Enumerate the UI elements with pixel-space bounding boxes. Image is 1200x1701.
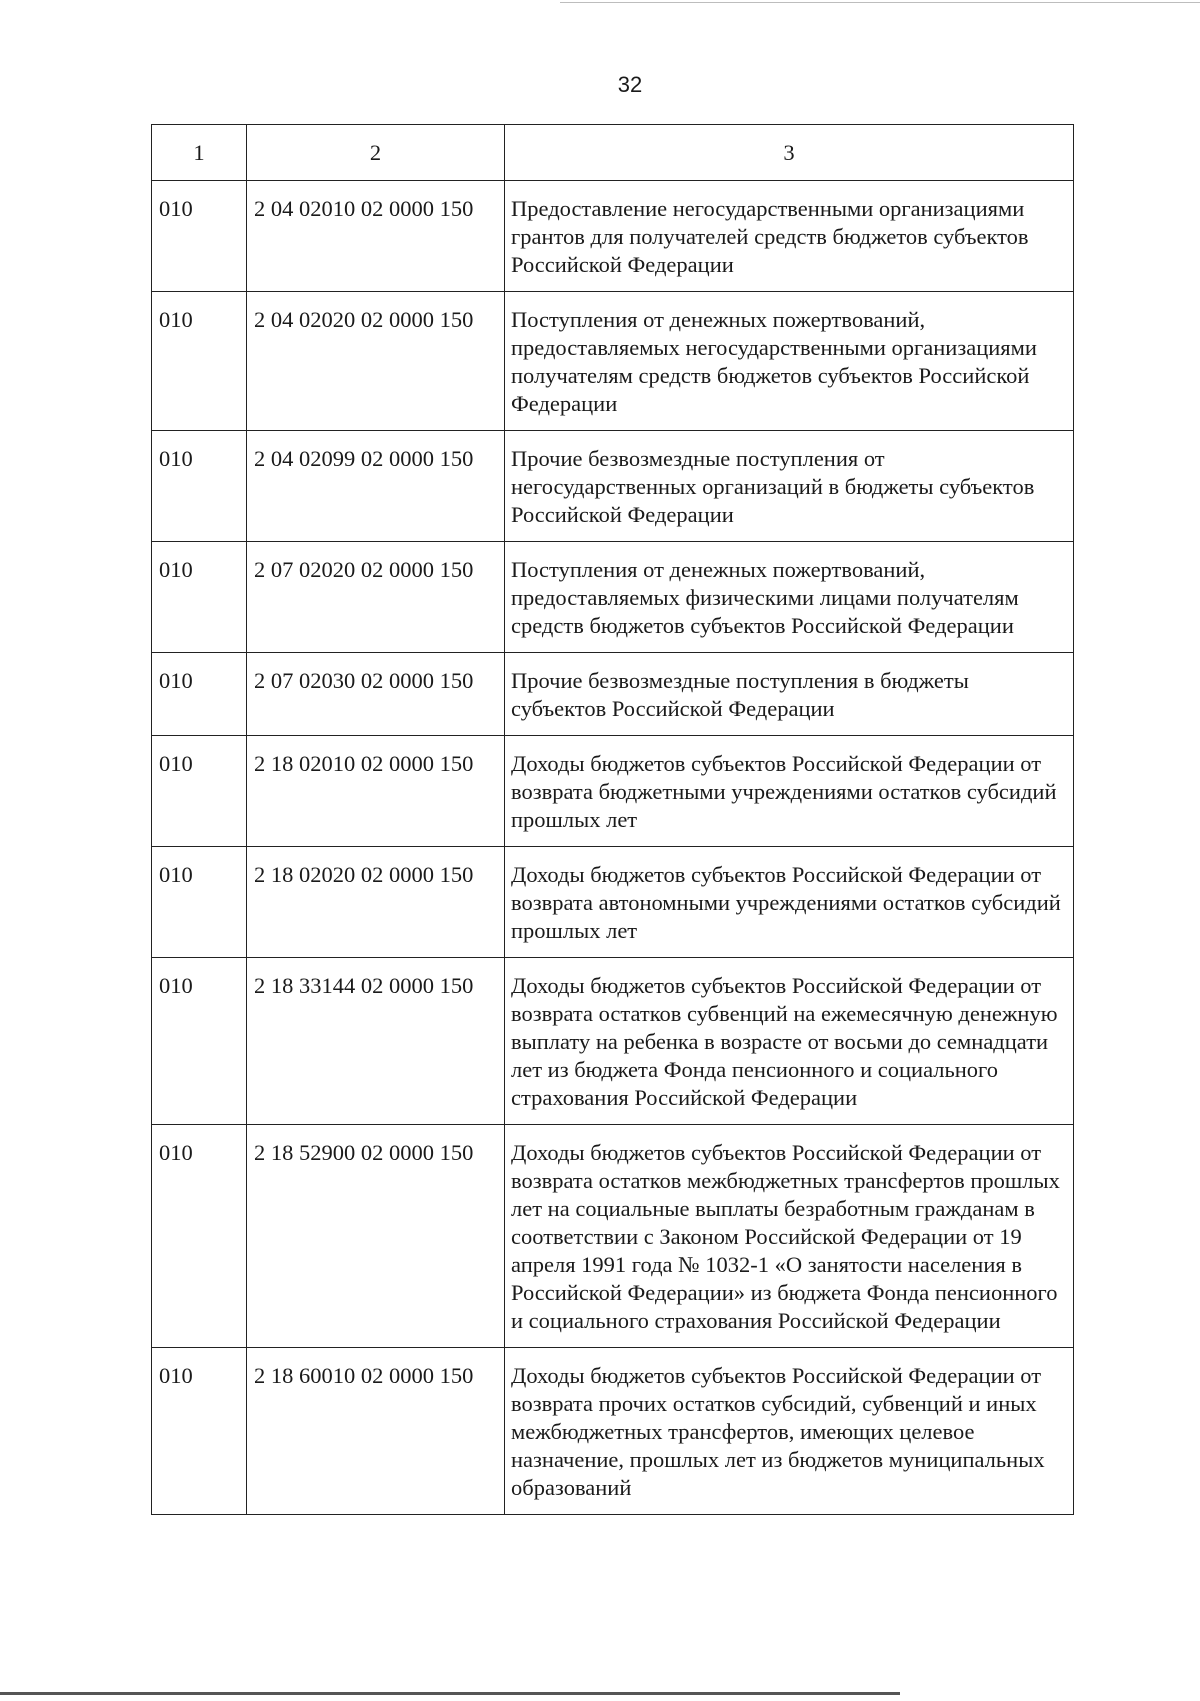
- table-row: [152, 736, 1074, 847]
- admin-code-cell: 010: [152, 1125, 247, 1348]
- admin-code-cell: 010: [152, 653, 247, 736]
- admin-code-cell: 010: [152, 292, 247, 431]
- description-cell: Доходы бюджетов субъектов Российской Федерации от возврата бюджетными учреждениями остатков субсидий прошлых лет: [505, 736, 1074, 847]
- budget-code-cell: 2 18 33144 02 0000 150: [247, 958, 505, 1125]
- budget-code-cell: 2 04 02099 02 0000 150: [247, 431, 505, 542]
- admin-code-cell: 010: [152, 181, 247, 292]
- table-row: [152, 431, 1074, 542]
- admin-code-cell: 010: [152, 736, 247, 847]
- admin-code-cell: 010: [152, 847, 247, 958]
- budget-code-cell: 2 04 02020 02 0000 150: [247, 292, 505, 431]
- admin-code-cell: 010: [152, 958, 247, 1125]
- description-cell: Доходы бюджетов субъектов Российской Федерации от возврата прочих остатков субсидий, субвенций и иных межбюджетных трансфертов, имеющих целевое назначение, прошлых лет из бюджетов муниципальных образований: [505, 1348, 1074, 1515]
- revenue-codes-table: [151, 124, 1074, 1515]
- admin-code-cell: 010: [152, 431, 247, 542]
- budget-code-cell: 2 18 52900 02 0000 150: [247, 1125, 505, 1348]
- budget-code-cell: 2 07 02020 02 0000 150: [247, 542, 505, 653]
- column-header-3: 3: [505, 125, 1074, 181]
- admin-code-cell: 010: [152, 1348, 247, 1515]
- table-row: [152, 653, 1074, 736]
- description-cell: Поступления от денежных пожертвований, предоставляемых негосударственными организациями получателям средств бюджетов субъектов Российской Федерации: [505, 292, 1074, 431]
- table-row: [152, 292, 1074, 431]
- description-cell: Прочие безвозмездные поступления от негосударственных организаций в бюджеты субъектов Российской Федерации: [505, 431, 1074, 542]
- table-row: [152, 847, 1074, 958]
- description-cell: Поступления от денежных пожертвований, предоставляемых физическими лицами получателям средств бюджетов субъектов Российской Федерации: [505, 542, 1074, 653]
- table-row: [152, 542, 1074, 653]
- table-row: [152, 1348, 1074, 1515]
- budget-code-cell: 2 07 02030 02 0000 150: [247, 653, 505, 736]
- description-cell: Предоставление негосударственными организациями грантов для получателей средств бюджетов субъектов Российской Федерации: [505, 181, 1074, 292]
- scan-edge-line: [560, 2, 1200, 3]
- table-row: [152, 1125, 1074, 1348]
- budget-code-cell: 2 04 02010 02 0000 150: [247, 181, 505, 292]
- budget-code-cell: 2 18 02020 02 0000 150: [247, 847, 505, 958]
- description-cell: Прочие безвозмездные поступления в бюджеты субъектов Российской Федерации: [505, 653, 1074, 736]
- description-cell: Доходы бюджетов субъектов Российской Федерации от возврата остатков межбюджетных трансфертов прошлых лет на социальные выплаты безработным гражданам в соответствии с Законом Российской Федерации от 19 апреля 1991 года № 1032-1 «О занятости населения в Российской Федерации» из бюджета Фонда пенсионного и социального страхования Российской Федерации: [505, 1125, 1074, 1348]
- budget-code-cell: 2 18 60010 02 0000 150: [247, 1348, 505, 1515]
- column-header-2: 2: [247, 125, 505, 181]
- description-cell: Доходы бюджетов субъектов Российской Федерации от возврата автономными учреждениями остатков субсидий прошлых лет: [505, 847, 1074, 958]
- budget-code-cell: 2 18 02010 02 0000 150: [247, 736, 505, 847]
- column-header-1: 1: [152, 125, 247, 181]
- table-body: [152, 125, 1074, 1515]
- description-cell: Доходы бюджетов субъектов Российской Федерации от возврата остатков субвенций на ежемесячную денежную выплату на ребенка в возрасте от восьми до семнадцати лет из бюджета Фонда пенсионного и социального страхования Российской Федерации: [505, 958, 1074, 1125]
- table-header-row: [152, 125, 1074, 181]
- table-row: [152, 958, 1074, 1125]
- table-row: [152, 181, 1074, 292]
- scan-edge-line-bottom: [0, 1692, 900, 1695]
- admin-code-cell: 010: [152, 542, 247, 653]
- page-number: 32: [617, 72, 643, 97]
